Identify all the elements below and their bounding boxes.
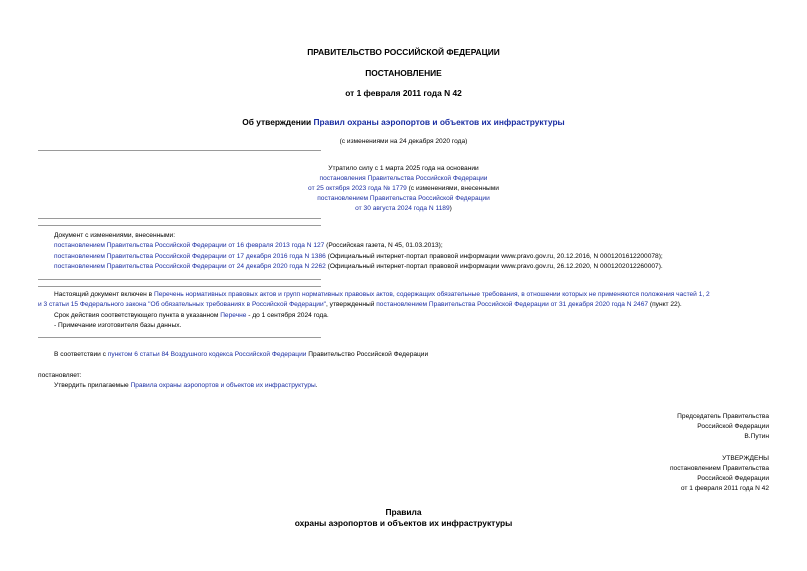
notice-link-decree[interactable]: постановлением Правительства Российской Федерации от 31 декабря 2020 года N 2467: [376, 301, 649, 308]
expired-link-3[interactable]: постановлением Правительства Российской Федерации: [317, 195, 490, 202]
amendment-link[interactable]: постановлением Правительства Российской Федерации от 17 декабря 2016 года N 1386: [54, 253, 326, 260]
divider: [38, 279, 321, 280]
basis-link[interactable]: пунктом 6 статьи 84 Воздушного кодекса Российской Федерации: [107, 351, 307, 358]
signature-title-1: Председатель Правительства: [677, 413, 769, 420]
notice-note: - Примечание изготовителя базы данных.: [54, 322, 182, 329]
basis-text: Правительство Российской Федерации: [306, 351, 429, 358]
notice-text: Срок действия соответствующего пункта в указанном: [54, 312, 221, 319]
approve-text: .: [315, 382, 318, 389]
notice-line-2: [38, 301, 682, 308]
divider: [38, 286, 321, 287]
notice-line-3: [54, 312, 329, 319]
approved-line-2: постановлением Правительства: [669, 465, 769, 472]
document-date-number: от 1 февраля 2011 года N 42: [345, 88, 462, 98]
signature-name: В.Путин: [744, 433, 769, 440]
expired-line-3: [0, 185, 807, 192]
divider: [38, 150, 321, 151]
notice-text: - до 1 сентября 2024 года.: [246, 312, 329, 319]
decrees-word: постановляет:: [38, 372, 82, 379]
approved-line-3: Российской Федерации: [697, 475, 769, 482]
notice-link-law[interactable]: и 3 статьи 15 Федерального закона "Об обязательных требованиях в Российской Федерации": [38, 301, 327, 308]
approved-line-4: от 1 февраля 2011 года N 42: [680, 485, 769, 492]
government-name: ПРАВИТЕЛЬСТВО РОССИЙСКОЙ ФЕДЕРАЦИИ: [307, 47, 500, 57]
notice-line-1: [54, 291, 710, 298]
approve-paragraph: [54, 382, 318, 389]
expired-text-3: (с изменениями, внесенными: [406, 185, 499, 192]
expired-link-1[interactable]: постановления Правительства Российской Федерации: [319, 175, 488, 182]
amendment-link[interactable]: постановлением Правительства Российской Федерации от 24 декабря 2020 года N 2262: [54, 263, 326, 270]
notice-link-list[interactable]: Перечень нормативных правовых актов и групп нормативных правовых актов, содержащих обязательные требования, в отношении которых не применяются положения частей 1, 2: [153, 291, 710, 298]
notice-text: , утвержденный: [326, 301, 377, 308]
changes-note: (с изменениями на 24 декабря 2020 года): [339, 138, 468, 145]
divider: [38, 218, 321, 219]
expired-link-2[interactable]: от 25 октября 2023 года № 1779: [308, 185, 407, 192]
amendment-item: [54, 242, 443, 249]
title-link[interactable]: Правил охраны аэропортов и объектов их инфраструктуры: [313, 117, 565, 127]
divider: [38, 225, 321, 226]
basis-paragraph: [54, 351, 428, 358]
amendments-intro: Документ с изменениями, внесенными:: [54, 232, 176, 239]
amendment-item: [54, 263, 663, 270]
basis-text: В соответствии с: [54, 351, 108, 358]
rules-subtitle: охраны аэропортов и объектов их инфраструктуры: [294, 518, 513, 528]
expired-line-2: [0, 175, 807, 182]
expired-line-5: [0, 205, 807, 212]
document-type: ПОСТАНОВЛЕНИЕ: [365, 68, 442, 78]
document-title: [0, 117, 807, 127]
notice-text: Настоящий документ включен в: [54, 291, 154, 298]
amendment-text: (Официальный интернет-портал правовой информации www.pravo.gov.ru, 20.12.2016, N 0001201612200078);: [325, 253, 663, 260]
approve-text: Утвердить прилагаемые: [54, 382, 131, 389]
signature-title-2: Российской Федерации: [697, 423, 769, 430]
notice-text: (пункт 22).: [648, 301, 682, 308]
rules-title: Правила: [385, 507, 422, 517]
expired-line-4: [0, 195, 807, 202]
amendment-link[interactable]: постановлением Правительства Российской Федерации от 16 февраля 2013 года N 127: [54, 242, 325, 249]
amendment-text: (Российская газета, N 45, 01.03.2013);: [324, 242, 443, 249]
approved-line-1: УТВЕРЖДЕНЫ: [722, 455, 769, 462]
notice-link-perechen[interactable]: Перечне: [220, 312, 247, 319]
divider: [38, 337, 321, 338]
amendment-text: (Официальный интернет-портал правовой информации www.pravo.gov.ru, 26.12.2020, N 0001202012260007).: [325, 263, 663, 270]
expired-text-5: ): [449, 205, 452, 212]
title-prefix: Об утверждении: [242, 117, 314, 127]
expired-link-4[interactable]: от 30 августа 2024 года N 1189: [355, 205, 450, 212]
approve-link[interactable]: Правила охраны аэропортов и объектов их инфраструктуры: [130, 382, 316, 389]
amendment-item: [54, 253, 663, 260]
expired-line-1: Утратило силу с 1 марта 2025 года на основании: [328, 165, 479, 172]
